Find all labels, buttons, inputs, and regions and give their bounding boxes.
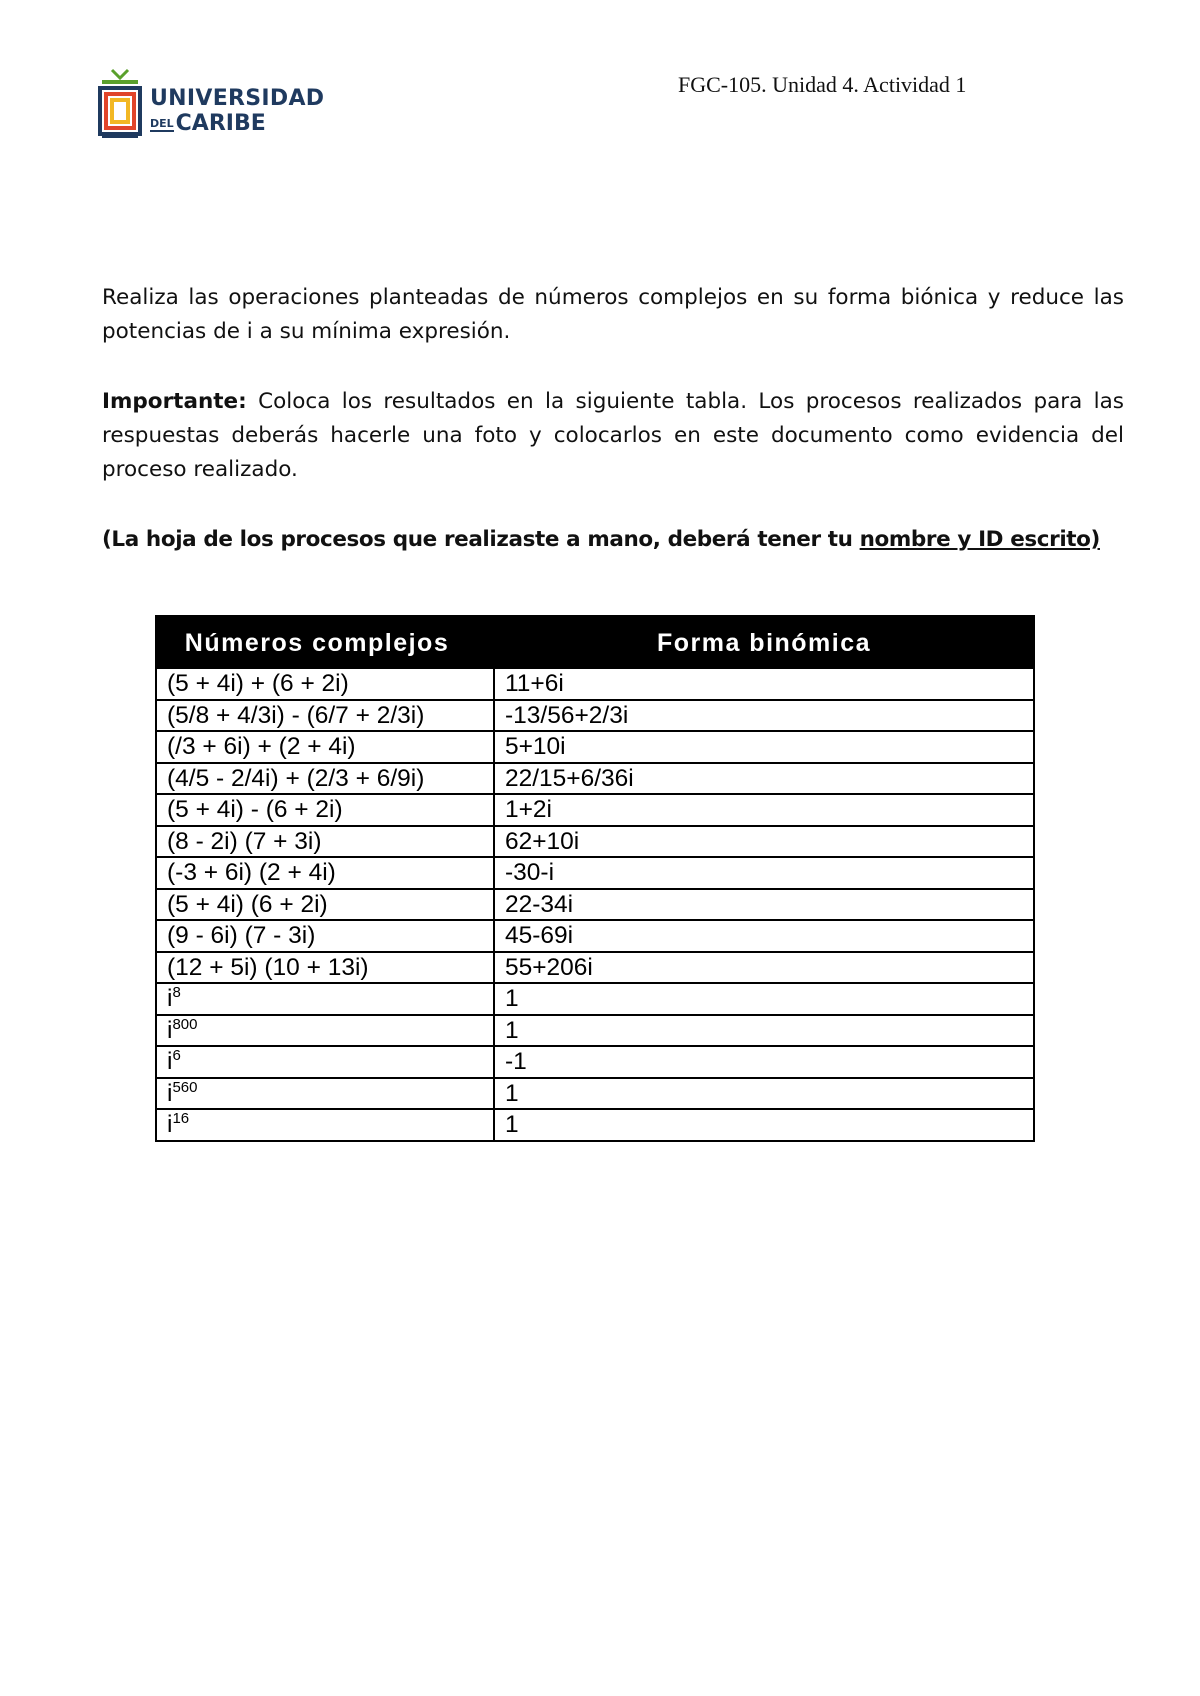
- logo-text-del: DEL: [150, 117, 174, 130]
- power-exponent: 560: [172, 1078, 198, 1096]
- complex-number-cell: [156, 1109, 494, 1141]
- table-row: [156, 1046, 1034, 1078]
- binomial-form-cell: 1: [494, 1078, 1034, 1110]
- binomial-form-cell: -13/56+2/3i: [494, 700, 1034, 732]
- table-row: [156, 731, 1034, 763]
- university-emblem-icon: [98, 68, 142, 140]
- complex-number-cell: (5 + 4i) (6 + 2i): [156, 889, 494, 921]
- complex-number-cell: (-3 + 6i) (2 + 4i): [156, 857, 494, 889]
- important-label: Importante:: [102, 389, 247, 414]
- results-table: [155, 615, 1035, 1142]
- power-base: i: [167, 1111, 173, 1139]
- note-underlined-text: nombre y ID escrito): [859, 527, 1100, 552]
- table-row: [156, 1078, 1034, 1110]
- table-row: [156, 983, 1034, 1015]
- binomial-form-cell: 22-34i: [494, 889, 1034, 921]
- power-base: i: [167, 1048, 173, 1076]
- header-complex-numbers: Números complejos: [156, 616, 494, 668]
- important-text: Coloca los resultados en la siguiente tabla. Los procesos realizados para las respuestas deberás hacerle una foto y colocarlos en este documento como evidencia del proceso realizado.: [102, 389, 1124, 482]
- table-row: [156, 1015, 1034, 1047]
- binomial-form-cell: 45-69i: [494, 920, 1034, 952]
- binomial-form-cell: -1: [494, 1046, 1034, 1078]
- complex-number-cell: (/3 + 6i) + (2 + 4i): [156, 731, 494, 763]
- table-header-row: [156, 616, 1034, 668]
- table-row: [156, 889, 1034, 921]
- table-row: [156, 952, 1034, 984]
- table-row: [156, 920, 1034, 952]
- complex-number-cell: (5/8 + 4/3i) - (6/7 + 2/3i): [156, 700, 494, 732]
- note-text: (La hoja de los procesos que realizaste a mano, deberá tener tu: [102, 527, 860, 552]
- table-row: [156, 1109, 1034, 1141]
- binomial-form-cell: 22/15+6/36i: [494, 763, 1034, 795]
- complex-number-cell: [156, 983, 494, 1015]
- power-base: i: [167, 1016, 173, 1044]
- complex-number-cell: (5 + 4i) + (6 + 2i): [156, 668, 494, 700]
- complex-number-cell: (12 + 5i) (10 + 13i): [156, 952, 494, 984]
- table-row: [156, 826, 1034, 858]
- binomial-form-cell: 1: [494, 1109, 1034, 1141]
- table-row: [156, 794, 1034, 826]
- power-exponent: 8: [172, 984, 181, 1002]
- power-exponent: 16: [172, 1110, 190, 1128]
- logo-text-caribe: CARIBE: [175, 111, 266, 136]
- complex-number-cell: (9 - 6i) (7 - 3i): [156, 920, 494, 952]
- binomial-form-cell: 1+2i: [494, 794, 1034, 826]
- binomial-form-cell: 55+206i: [494, 952, 1034, 984]
- binomial-form-cell: 11+6i: [494, 668, 1034, 700]
- table-row: [156, 668, 1034, 700]
- university-logo: [98, 68, 325, 140]
- binomial-form-cell: -30-i: [494, 857, 1034, 889]
- logo-text-line2: [150, 113, 324, 135]
- instructions-paragraph: Realiza las operaciones planteadas de números complejos en su forma biónica y reduce las potencias de i a su mínima expresión.: [102, 285, 1124, 344]
- complex-number-cell: (5 + 4i) - (6 + 2i): [156, 794, 494, 826]
- power-exponent: 800: [172, 1015, 198, 1033]
- power-base: i: [167, 985, 173, 1013]
- logo-wordmark: [150, 88, 324, 135]
- binomial-form-cell: 1: [494, 1015, 1034, 1047]
- complex-number-cell: [156, 1015, 494, 1047]
- complex-number-cell: [156, 1078, 494, 1110]
- binomial-form-cell: 1: [494, 983, 1034, 1015]
- power-exponent: 6: [172, 1047, 181, 1065]
- important-paragraph: [102, 385, 1124, 487]
- power-base: i: [167, 1079, 173, 1107]
- note-paragraph: [102, 523, 1124, 557]
- complex-number-cell: [156, 1046, 494, 1078]
- header-binomial-form: Forma binómica: [494, 616, 1034, 668]
- complex-number-cell: (4/5 - 2/4i) + (2/3 + 6/9i): [156, 763, 494, 795]
- document-code: FGC-105. Unidad 4. Actividad 1: [678, 72, 967, 97]
- table-row: [156, 857, 1034, 889]
- binomial-form-cell: 5+10i: [494, 731, 1034, 763]
- table-body: [156, 668, 1034, 1141]
- logo-text-line1: UNIVERSIDAD: [150, 86, 325, 111]
- table-row: [156, 700, 1034, 732]
- table-row: [156, 763, 1034, 795]
- binomial-form-cell: 62+10i: [494, 826, 1034, 858]
- complex-number-cell: (8 - 2i) (7 + 3i): [156, 826, 494, 858]
